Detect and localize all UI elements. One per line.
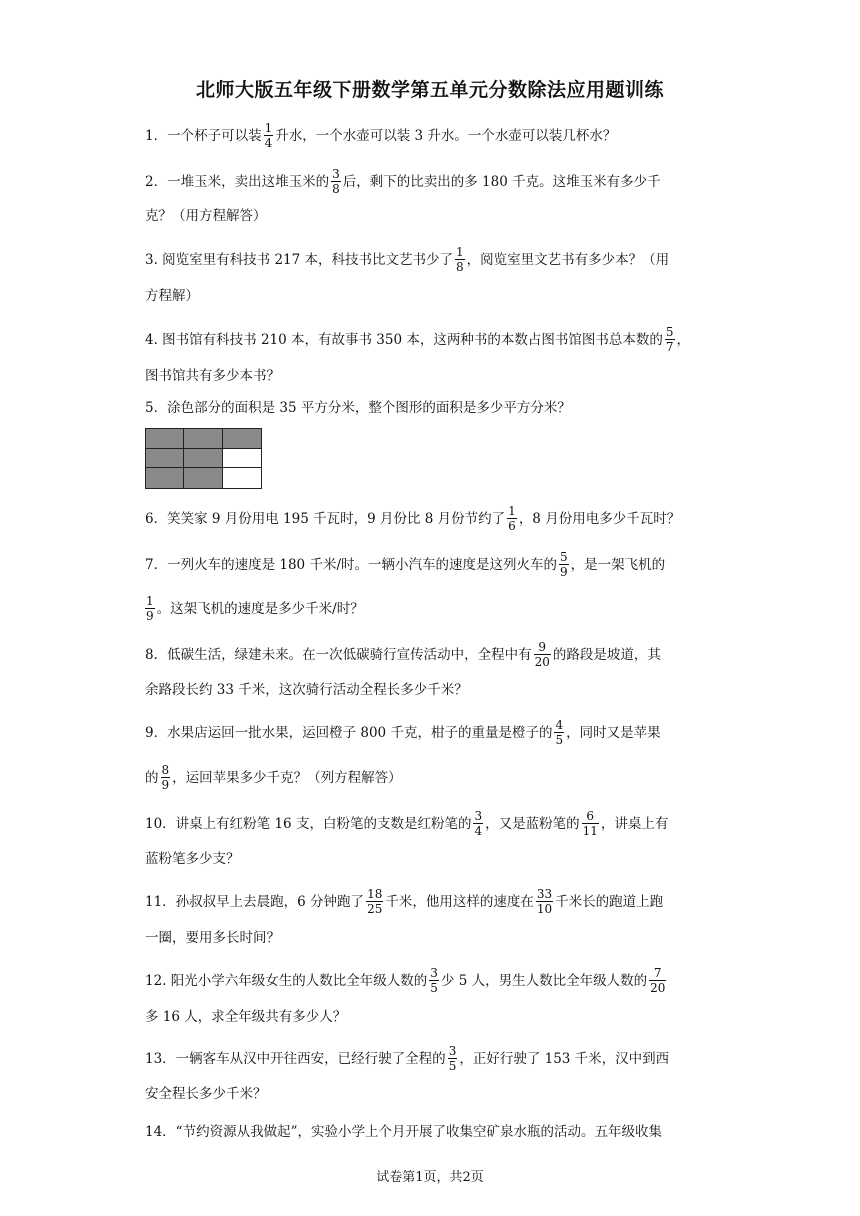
fraction: $\frac{5}{7}$ bbox=[665, 325, 674, 354]
question-text: ，运回苹果多少千克？（列方程解答） bbox=[172, 770, 402, 786]
question-text: 1．一个杯子可以装 bbox=[145, 128, 262, 144]
shaded-cell bbox=[184, 468, 222, 488]
question-text: ，8 月份用电多少千瓦时？ bbox=[518, 511, 681, 527]
fraction: $\frac{4}{5}$ bbox=[555, 718, 564, 747]
question-1 bbox=[145, 122, 720, 151]
question-8-cont bbox=[145, 680, 720, 700]
question-12 bbox=[145, 967, 720, 996]
question-text: ，讲桌上有 bbox=[600, 816, 669, 832]
question-text: 13．一辆客车从汉中开往西安，已经行驶了全程的 bbox=[145, 1051, 446, 1067]
question-13-cont bbox=[145, 1084, 720, 1104]
blank-cell bbox=[223, 449, 261, 469]
question-text: 。这架飞机的速度是多少千米/时？ bbox=[156, 601, 364, 617]
question-text: 克？（用方程解答） bbox=[145, 208, 267, 224]
question-3 bbox=[145, 246, 720, 275]
shaded-cell bbox=[146, 468, 184, 488]
question-text: 11．孙叔叔早上去晨跑，6 分钟跑了 bbox=[145, 894, 365, 910]
shaded-cell bbox=[184, 449, 222, 469]
question-text: 的路段是坡道，其 bbox=[552, 647, 661, 663]
question-text: 安全程长多少千米？ bbox=[145, 1086, 267, 1102]
question-9 bbox=[145, 719, 720, 748]
fraction: $\frac{3}{5}$ bbox=[430, 966, 438, 995]
fraction: $\frac{3}{4}$ bbox=[474, 809, 483, 838]
question-text: 后，剩下的比卖出的多 180 千克。这堆玉米有多少千 bbox=[342, 174, 661, 190]
fraction: $\frac{3}{8}$ bbox=[332, 167, 340, 196]
page-footer: 试卷第1页，共2页 bbox=[376, 1170, 484, 1185]
question-text: ，是一架飞机的 bbox=[570, 557, 666, 573]
question-text: 9．水果店运回一批水果，运回橙子 800 千克，柑子的重量是橙子的 bbox=[145, 725, 553, 741]
question-14 bbox=[145, 1122, 720, 1142]
question-10 bbox=[145, 810, 720, 839]
question-11 bbox=[145, 888, 720, 917]
shaded-cell bbox=[146, 429, 184, 449]
question-text: 的 bbox=[145, 770, 159, 786]
question-text: ，阅览室里文艺书有多少本？（用 bbox=[466, 252, 670, 268]
question-13 bbox=[145, 1045, 720, 1074]
question-text: ，同时又是苹果 bbox=[566, 725, 661, 741]
question-10-cont bbox=[145, 849, 720, 869]
question-text: 14．“节约资源从我做起”，实验小学上个月开展了收集空矿泉水瓶的活动。五年级收集 bbox=[145, 1124, 662, 1140]
fraction: $\frac{1}{4}$ bbox=[264, 121, 273, 150]
shaded-cell bbox=[184, 429, 222, 449]
fraction: $\frac{1}{9}$ bbox=[146, 594, 154, 623]
question-text: ，正好行驶了 153 千米，汉中到西 bbox=[459, 1051, 670, 1067]
question-text: 升水，一个水壶可以装 3 升水。一个水壶可以装几杯水？ bbox=[275, 128, 617, 144]
question-text: 多 16 人，求全年级共有多少人？ bbox=[145, 1009, 347, 1025]
fraction: $\frac{6}{11}$ bbox=[582, 809, 598, 838]
question-text: 一圈，要用多长时间？ bbox=[145, 930, 280, 946]
fraction: $\frac{9}{20}$ bbox=[534, 640, 550, 669]
question-text: 蓝粉笔多少支？ bbox=[145, 851, 240, 867]
question-2-cont bbox=[145, 206, 720, 226]
question-text: 图书馆共有多少本书？ bbox=[145, 368, 280, 384]
question-text: 方程解） bbox=[145, 288, 199, 304]
fraction: $\frac{1}{6}$ bbox=[508, 504, 516, 533]
question-7-cont bbox=[145, 595, 720, 624]
question-text: ， bbox=[676, 332, 691, 348]
fraction: $\frac{8}{9}$ bbox=[161, 763, 170, 792]
question-text: 4. 图书馆有科技书 210 本，有故事书 350 本，这两种书的本数占图书馆图书总本数的 bbox=[145, 332, 663, 348]
fraction: $\frac{1}{8}$ bbox=[456, 245, 464, 274]
question-text: 千米长的跑道上跑 bbox=[555, 894, 664, 910]
fraction: $\frac{7}{20}$ bbox=[650, 966, 666, 995]
page-title: 北师大版五年级下册数学第五单元分数除法应用题训练 bbox=[195, 79, 664, 101]
question-11-cont bbox=[145, 928, 720, 948]
fraction: $\frac{3}{5}$ bbox=[448, 1044, 457, 1073]
shaded-cell bbox=[223, 429, 261, 449]
fraction: $\frac{33}{10}$ bbox=[536, 887, 553, 916]
fraction: $\frac{5}{9}$ bbox=[560, 550, 568, 579]
question-4-cont bbox=[145, 366, 720, 386]
fraction: $\frac{18}{25}$ bbox=[367, 887, 383, 916]
shaded-cell bbox=[146, 449, 184, 469]
question-3-cont bbox=[145, 286, 720, 306]
question-7 bbox=[145, 551, 720, 580]
blank-cell bbox=[223, 468, 261, 488]
question-text: 3. 阅览室里有科技书 217 本，科技书比文艺书少了 bbox=[145, 252, 454, 268]
question-text: 8．低碳生活，绿建未来。在一次低碳骑行宣传活动中，全程中有 bbox=[145, 647, 532, 663]
question-5 bbox=[145, 398, 720, 418]
question-text: 余路段长约 33 千米，这次骑行活动全程长多少千米？ bbox=[145, 682, 468, 698]
question-text: 10．讲桌上有红粉笔 16 支，白粉笔的支数是红粉笔的 bbox=[145, 816, 472, 832]
question-text: 千米，他用这样的速度在 bbox=[385, 894, 534, 910]
grid-figure bbox=[145, 428, 262, 489]
question-2 bbox=[145, 168, 720, 197]
question-text: 2．一堆玉米，卖出这堆玉米的 bbox=[145, 174, 330, 190]
question-text: 5．涂色部分的面积是 35 平方分米，整个图形的面积是多少平方分米？ bbox=[145, 400, 571, 416]
question-text: 6．笑笑家 9 月份用电 195 千瓦时，9 月份比 8 月份节约了 bbox=[145, 511, 506, 527]
question-12-cont bbox=[145, 1007, 720, 1027]
question-text: 7．一列火车的速度是 180 千米/时。一辆小汽车的速度是这列火车的 bbox=[145, 557, 557, 573]
question-text: 少 5 人，男生人数比全年级人数的 bbox=[440, 973, 648, 989]
question-6 bbox=[145, 505, 720, 534]
question-text: 12. 阳光小学六年级女生的人数比全年级人数的 bbox=[145, 973, 428, 989]
question-8 bbox=[145, 641, 720, 670]
question-9-cont bbox=[145, 764, 720, 793]
question-4 bbox=[145, 326, 720, 355]
question-text: ，又是蓝粉笔的 bbox=[485, 816, 580, 832]
